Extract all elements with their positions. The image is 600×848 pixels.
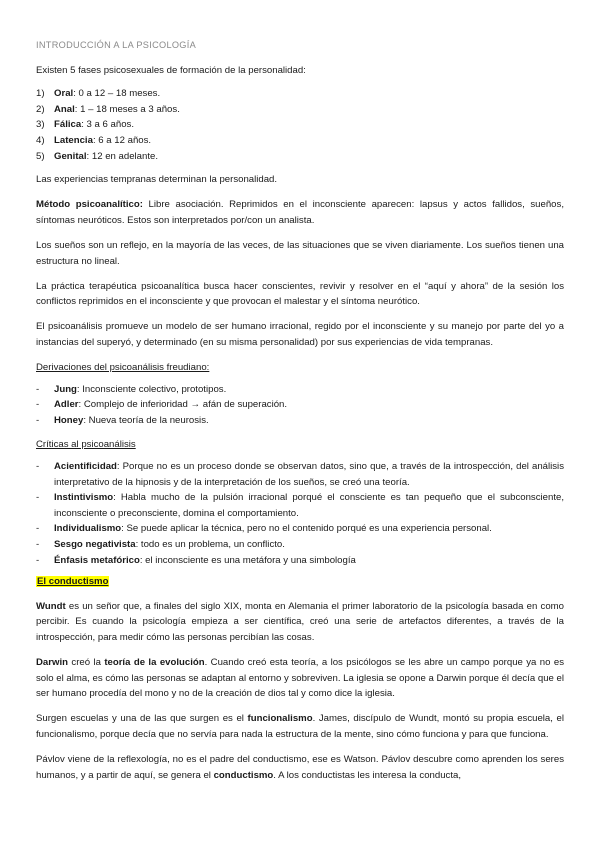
list-item: - Sesgo negativista: todo es un problema, un conflicto. bbox=[36, 538, 285, 550]
list-item: - Acientificidad: Porque no es un proceso donde se observan datos, sino que, a través de la introspección, del análisis interpretativo de la hipnosis y de la interpretación de los sueños, se creó una teoría. bbox=[36, 460, 564, 488]
metodo-label: Método psicoanalítico: bbox=[36, 199, 143, 211]
darwin-name: Darwin bbox=[36, 657, 68, 668]
list-number: 4) bbox=[36, 134, 45, 146]
funcionalismo-text-2: . James, discípulo de Wundt, montó su propia escuela, el funcionalismo, porque decía que no servía para nada la estructura de la mente, sino cómo funciona y para que funciona. bbox=[36, 713, 565, 740]
list-number: 5) bbox=[36, 150, 45, 162]
wundt-name: Wundt bbox=[36, 600, 66, 612]
item-text: : Porque no es un proceso donde se observan datos, sino que, a través de la introspección, del análisis interpretativo de la hipnosis y de la interpretación de los sueños, se creó una teoría. bbox=[54, 460, 564, 488]
darwin-bold: teoría de la evolución bbox=[104, 657, 205, 668]
criticas-list bbox=[36, 459, 564, 568]
funcionalismo-bold: funcionalismo bbox=[247, 713, 313, 725]
document-page bbox=[36, 38, 564, 793]
list-item bbox=[36, 102, 564, 118]
pavlov-text-2: . A los conductistas les interesa la conducta, bbox=[273, 769, 462, 781]
list-item bbox=[36, 86, 564, 102]
suenos-paragraph: Los sueños son un reflejo, en la mayoría de las veces, de las situaciones que se viven diariamente. Los sueños tienen una estructura no lineal. bbox=[36, 239, 564, 267]
item-name: Adler bbox=[54, 399, 79, 411]
item-name: Individualismo bbox=[54, 523, 122, 535]
list-item: - Jung: Inconsciente colectivo, prototipos. bbox=[36, 383, 227, 395]
list-item: - Adler: Complejo de inferioridad → afán de superación. bbox=[36, 399, 288, 411]
phase-name: Fálica bbox=[54, 119, 82, 131]
phase-desc: : 6 a 12 años. bbox=[92, 134, 152, 146]
phase-desc: : 12 en adelante. bbox=[86, 150, 159, 162]
phase-name: Anal bbox=[54, 103, 75, 115]
phase-desc: : 3 a 6 años. bbox=[81, 119, 135, 131]
funcionalismo-text-1: Surgen escuelas y una de las que surgen es el bbox=[36, 713, 248, 725]
metodo-text: Libre asociación. Reprimidos en el inconsciente aparecen: lapsus y actos fallidos, sueños, síntomas neuróticos. Estos son interpretados por/con un analista. bbox=[36, 199, 564, 226]
list-number: 1) bbox=[36, 88, 45, 100]
funcionalismo-paragraph bbox=[36, 711, 564, 742]
item-text: : Habla mucho de la pulsión irracional porqué el consciente es tan pequeño que el subconsciente, inconsciente o preconsciente, domina el comportamiento. bbox=[54, 492, 564, 519]
page-header: INTRODUCCIÓN A LA PSICOLOGÍA bbox=[36, 40, 197, 50]
wundt-text: es un señor que, a finales del siglo XIX, monta en Alemania el primer laboratorio de la psicología basada en como percibir. Es cuando la psicología empieza a ser científica, creó una serie de artefactos diferentes, a través de la introspección, para medir cómo las personas percibían las cosas. bbox=[36, 600, 564, 643]
phases-list bbox=[36, 86, 564, 164]
conductismo-heading-row bbox=[36, 574, 564, 590]
list-item bbox=[36, 133, 564, 149]
pavlov-text-1: Pávlov viene de la reflexología, no es el padre del conductismo, ese es Watson. Pávlov descubre como aprenden los seres humanos, y a partir de aquí, se genera el bbox=[36, 753, 564, 781]
phase-name: Oral bbox=[54, 88, 74, 100]
darwin-text-2: . Cuando creó esta teoría, a los psicólogos se les abre un campo porque ya no es solo el alma, es cómo las personas se adaptan al entorno y sobreviven. La iglesia se opone a Darwin porque él decía que el ser humano procedía del mono y no de la creación de dios tal y como dice la iglesia. bbox=[36, 657, 564, 700]
item-text: : Se puede aplicar la técnica, pero no el contenido porqué es una experiencia personal. bbox=[121, 523, 492, 535]
phase-name: Latencia bbox=[54, 134, 93, 146]
experiencias-paragraph: Las experiencias tempranas determinan la personalidad. bbox=[36, 174, 278, 186]
intro-paragraph: Existen 5 fases psicosexuales de formación de la personalidad: bbox=[36, 64, 306, 76]
metodo-paragraph bbox=[36, 197, 564, 228]
derivaciones-list bbox=[36, 382, 564, 429]
psicoanalisis-paragraph: El psicoanálisis promueve un modelo de ser humano irracional, regido por el inconsciente y su manejo por parte del yo a instancias del superyó, y determinado (en su misma personalidad) por sus experiencias de vida tempranas. bbox=[36, 321, 564, 348]
wundt-paragraph bbox=[36, 599, 564, 646]
derivaciones-title: Derivaciones del psicoanálisis freudiano: bbox=[36, 362, 210, 373]
item-text: : Nueva teoría de la neurosis. bbox=[83, 414, 209, 426]
darwin-text-1: creó la bbox=[68, 657, 105, 668]
list-item: - Énfasis metafórico: el inconsciente es una metáfora y una simbología bbox=[36, 554, 356, 566]
list-number: 3) bbox=[36, 119, 45, 131]
list-item: - Instintivismo: Habla mucho de la pulsión irracional porqué el consciente es tan pequeño que el subconsciente, inconsciente o preconsciente, domina el comportamiento. bbox=[36, 492, 564, 519]
item-text: : el inconsciente es una metáfora y una simbología bbox=[139, 554, 356, 566]
phase-name: Genital bbox=[54, 150, 87, 162]
item-text: : Inconsciente colectivo, prototipos. bbox=[76, 383, 227, 395]
conductismo-title: El conductismo bbox=[37, 576, 109, 588]
phase-desc: : 0 a 12 – 18 meses. bbox=[73, 88, 161, 100]
list-item: - Individualismo: Se puede aplicar la técnica, pero no el contenido porqué es una experiencia personal. bbox=[36, 523, 492, 535]
list-item bbox=[36, 149, 564, 165]
item-name: Acientificidad bbox=[54, 460, 117, 472]
item-text: : todo es un problema, un conflicto. bbox=[135, 538, 285, 550]
phase-desc: : 1 – 18 meses a 3 años. bbox=[74, 103, 180, 115]
pavlov-paragraph bbox=[36, 752, 564, 783]
item-name: Honey bbox=[54, 414, 84, 426]
item-text: : Complejo de inferioridad → afán de superación. bbox=[78, 399, 288, 411]
list-item: - Honey: Nueva teoría de la neurosis. bbox=[36, 414, 209, 426]
item-name: Jung bbox=[54, 383, 77, 395]
pavlov-bold: conductismo bbox=[213, 769, 274, 781]
practica-paragraph: La práctica terapéutica psicoanalítica busca hacer conscientes, revivir y resolver en el “aquí y ahora” de la sesión los conflictos reprimidos en el inconsciente y que provocan el malestar y el síntoma neurótico. bbox=[36, 280, 564, 308]
item-name: Sesgo negativista bbox=[54, 538, 136, 550]
darwin-paragraph bbox=[36, 655, 564, 702]
list-number: 2) bbox=[36, 103, 45, 115]
item-name: Énfasis metafórico bbox=[54, 554, 140, 566]
list-item bbox=[36, 117, 564, 133]
criticas-title: Críticas al psicoanálisis bbox=[36, 439, 136, 451]
item-name: Instintivismo bbox=[54, 492, 114, 504]
